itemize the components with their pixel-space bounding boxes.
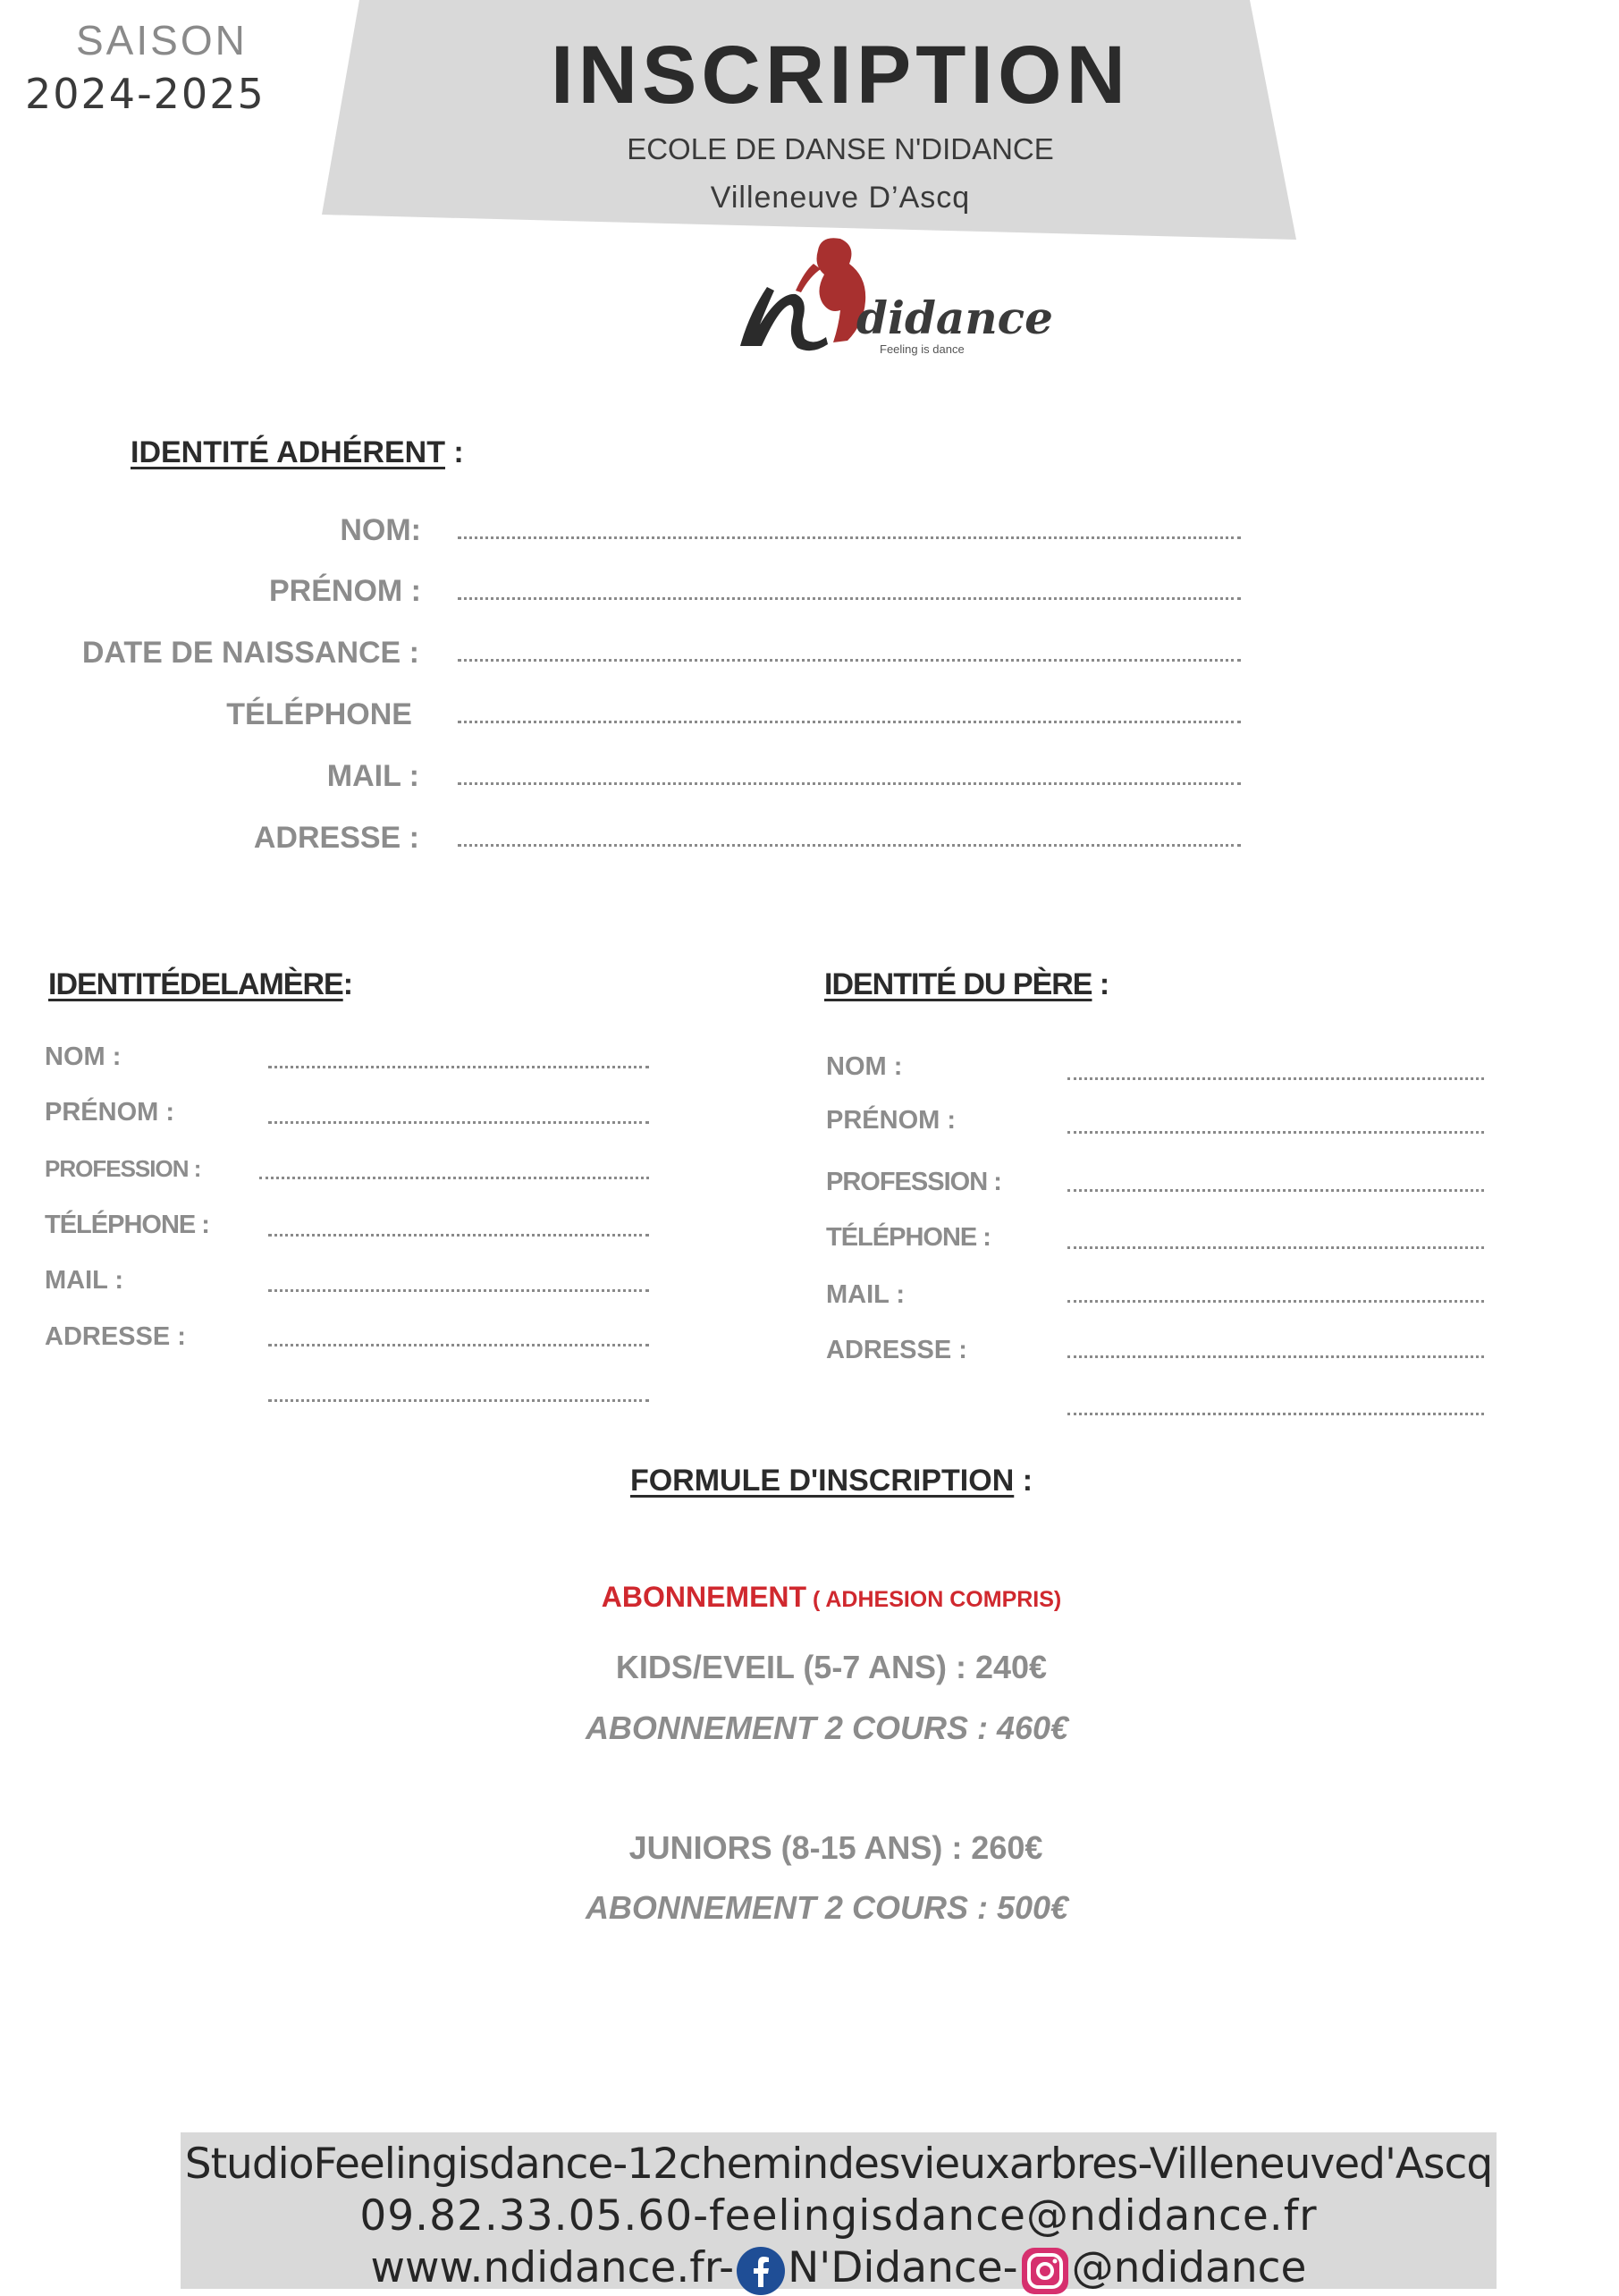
- juniors-price: JUNIORS (8-15 ANS) : 260€: [628, 1829, 1043, 1866]
- formule-heading: FORMULE D'INSCRIPTION :: [629, 1464, 1033, 1498]
- mere-mail-label: MAIL :: [45, 1266, 124, 1295]
- mere-nom-field[interactable]: [268, 1066, 649, 1068]
- pere-profession-field[interactable]: [1067, 1189, 1484, 1192]
- adherent-adresse-label: ADRESSE :: [253, 821, 419, 855]
- mere-adresse-label: ADRESSE :: [45, 1322, 186, 1351]
- pere-mail-label: MAIL :: [826, 1280, 906, 1309]
- footer-contact-band: [181, 2132, 1497, 2292]
- footer-phone-email: 09.82.33.05.60-feelingisdance@ndidance.fr: [359, 2191, 1318, 2241]
- adherent-birthdate-field[interactable]: [458, 659, 1241, 662]
- logo-brand-text: didance: [856, 291, 1053, 344]
- school-name: ECOLE DE DANSE N'DIDANCE: [627, 132, 1054, 165]
- school-city: Villeneuve D’Ascq: [710, 181, 971, 215]
- pere-adresse-field-line2[interactable]: [1067, 1413, 1484, 1415]
- n-letter-icon: [740, 287, 828, 350]
- adherent-telephone-label: TÉLÉPHONE: [226, 697, 412, 731]
- mere-nom-label: NOM :: [45, 1042, 122, 1071]
- mere-telephone-field[interactable]: [268, 1234, 649, 1237]
- mere-adresse-field-line2[interactable]: [268, 1399, 649, 1402]
- mere-profession-label: PROFESSION :: [45, 1155, 201, 1182]
- pere-profession-label: PROFESSION :: [826, 1168, 1001, 1196]
- pere-mail-field[interactable]: [1067, 1300, 1484, 1303]
- adherent-heading: IDENTITÉ ADHÉRENT :: [131, 435, 464, 469]
- juniors-two-courses-price: ABONNEMENT 2 COURS : 500€: [585, 1889, 1069, 1926]
- mere-profession-field[interactable]: [259, 1177, 649, 1179]
- footer-address: StudioFeelingisdance-12chemindesvieuxarbres-Villeneuved'Ascq: [184, 2140, 1493, 2189]
- kids-price: KIDS/EVEIL (5-7 ANS) : 240€: [615, 1649, 1048, 1685]
- kids-two-courses-price: ABONNEMENT 2 COURS : 460€: [585, 1709, 1069, 1746]
- season-label: SAISON: [76, 17, 248, 63]
- logo-tagline: Feeling is dance: [880, 342, 965, 356]
- mere-heading: IDENTITÉDELAMÈRE:: [48, 967, 353, 1001]
- page-title: INSCRIPTION: [551, 30, 1130, 121]
- pere-nom-label: NOM :: [826, 1052, 903, 1081]
- adherent-prenom-label: PRÉNOM :: [269, 574, 421, 608]
- adherent-prenom-field[interactable]: [458, 597, 1241, 600]
- pere-heading: IDENTITÉ DU PÈRE :: [824, 967, 1109, 1001]
- mere-telephone-label: TÉLÉPHONE :: [45, 1211, 209, 1239]
- pere-nom-field[interactable]: [1067, 1077, 1484, 1080]
- pere-telephone-field[interactable]: [1067, 1246, 1484, 1249]
- adherent-mail-field[interactable]: [458, 782, 1241, 785]
- adherent-nom-field[interactable]: [458, 536, 1241, 539]
- pere-prenom-label: PRÉNOM :: [826, 1106, 956, 1135]
- footer-facebook[interactable]: N'Didance-: [788, 2243, 1018, 2292]
- adherent-nom-label: NOM:: [340, 513, 421, 547]
- mere-prenom-field[interactable]: [268, 1121, 649, 1124]
- adherent-mail-label: MAIL :: [326, 759, 419, 793]
- footer-website[interactable]: www.ndidance.fr-: [370, 2243, 735, 2292]
- pere-adresse-field[interactable]: [1067, 1355, 1484, 1358]
- mere-prenom-label: PRÉNOM :: [45, 1098, 174, 1127]
- adherent-adresse-field[interactable]: [458, 844, 1241, 847]
- pere-telephone-label: TÉLÉPHONE :: [826, 1223, 991, 1252]
- abonnement-title: ABONNEMENT ( ADHESION COMPRIS): [601, 1581, 1062, 1613]
- facebook-icon[interactable]: [736, 2246, 786, 2296]
- mere-mail-field[interactable]: [268, 1289, 649, 1292]
- dancer-figure-icon: [796, 238, 865, 342]
- footer-web-social: [181, 2243, 1497, 2296]
- footer-instagram[interactable]: @ndidance: [1071, 2243, 1307, 2292]
- ndidance-logo: [733, 228, 1053, 371]
- pere-prenom-field[interactable]: [1067, 1131, 1484, 1134]
- adherent-telephone-field[interactable]: [458, 721, 1241, 723]
- adherent-birthdate-label: DATE DE NAISSANCE :: [81, 636, 419, 670]
- mere-adresse-field[interactable]: [268, 1344, 649, 1346]
- instagram-icon[interactable]: [1020, 2246, 1070, 2296]
- season-years: 2024-2025: [25, 70, 266, 118]
- pere-adresse-label: ADRESSE :: [826, 1336, 967, 1364]
